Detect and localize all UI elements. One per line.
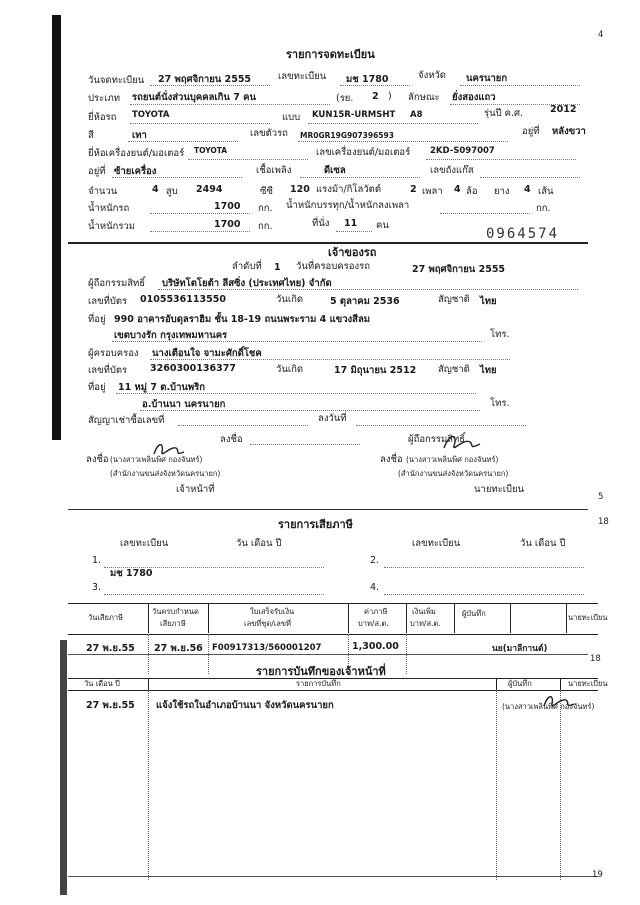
char-label: ลักษณะ bbox=[408, 92, 440, 103]
sign-label-3: ลงชื่อ bbox=[380, 454, 403, 465]
hp-label: แรงม้า/กิโลวัตต์ bbox=[316, 184, 382, 195]
tax-row-recorder: นย(มาลีกานต์) bbox=[492, 644, 548, 654]
possessor-addr-label: ที่อยู่ bbox=[88, 382, 106, 393]
owner-tel-label: โทร. bbox=[490, 329, 510, 340]
weight-label: น้ำหนักรถ bbox=[88, 203, 130, 214]
color: เทา bbox=[132, 130, 147, 141]
stamp-number: 0964574 bbox=[486, 226, 560, 242]
tax-h-due2: เสียภาษี bbox=[160, 619, 186, 628]
possessor-nation-label: สัญชาติ bbox=[438, 364, 470, 375]
chassis-at-label: อยู่ที่ bbox=[522, 126, 540, 137]
engine-location: ซ้ายเครื่อง bbox=[114, 166, 157, 177]
engine-no-label: เลขเครื่องยนต์/มอเตอร์ bbox=[316, 147, 411, 158]
notes-title: รายการบันทึกของเจ้าหน้าที่ bbox=[256, 665, 386, 678]
possessor-nation: ไทย bbox=[480, 365, 497, 376]
vehicle-char: ยั่งสองแถว bbox=[452, 92, 496, 103]
brand: TOYOTA bbox=[132, 110, 170, 120]
staff-role: เจ้าหน้าที่ bbox=[176, 484, 215, 495]
reg-date: 27 พฤศจิกายน 2555 bbox=[158, 74, 252, 85]
owner-nation-label: สัญชาติ bbox=[438, 294, 470, 305]
sign-owner-label: ผู้ถือกรรมสิทธิ์ bbox=[408, 434, 466, 445]
fuel-label: เชื้อเพลิง bbox=[256, 165, 292, 176]
tax-title: รายการเสียภาษี bbox=[278, 518, 353, 531]
possessor-addr2: อ.บ้านนา นครนายก bbox=[142, 399, 226, 410]
registration-title: รายการจดทะเบียน bbox=[286, 48, 375, 61]
color-label: สี bbox=[88, 130, 94, 141]
possess-date: 27 พฤศจิกายน 2555 bbox=[412, 264, 506, 275]
notes-row-text: แจ้งใช้รถในอำเภอบ้านนา จังหวัดนครนายก bbox=[156, 700, 334, 711]
year-label: รุ่นปี ค.ศ. bbox=[484, 108, 524, 119]
owner-addr-label: ที่อยู่ bbox=[88, 314, 106, 325]
reg-no-label: เลขทะเบียน bbox=[278, 71, 327, 82]
tax-col-reg: เลขทะเบียน bbox=[120, 538, 169, 549]
page-number-s1: 5 bbox=[598, 492, 604, 502]
tax-h-date: วันเสียภาษี bbox=[88, 613, 123, 622]
engine-no: 2KD-S097007 bbox=[430, 146, 495, 156]
ry-label: (รย. bbox=[336, 93, 354, 104]
chassis-location: หลังขวา bbox=[552, 126, 586, 137]
possessor-tel-label: โทร. bbox=[490, 398, 510, 409]
owner-nation: ไทย bbox=[480, 296, 497, 307]
chassis-no: MR0GR19G907396593 bbox=[300, 131, 394, 140]
owner-birth: 5 ตุลาคม 2536 bbox=[330, 296, 400, 307]
seats-label: ที่นั่ง bbox=[312, 218, 330, 229]
tax-h-rcpt2: เลขที่ชุด/เลขที่ bbox=[244, 619, 291, 628]
sign-label-1: ลงชื่อ bbox=[220, 434, 243, 445]
possessor-id: 3260300136377 bbox=[150, 363, 236, 374]
owner-id: 0105536113550 bbox=[140, 294, 226, 305]
registrar-name: (นางสาวเพลินพิศ กองจันทร์) bbox=[406, 455, 499, 464]
notes-row-date: 27 พ.ย.55 bbox=[86, 700, 135, 711]
wheel-label: ล้อ bbox=[466, 186, 478, 197]
registrar-role: นายทะเบียน bbox=[474, 484, 525, 495]
staff-office: (สำนักงานขนส่งจังหวัดนครนายก) bbox=[110, 469, 221, 478]
province: นครนายก bbox=[466, 73, 508, 84]
fuel: ดีเซล bbox=[324, 165, 346, 176]
tax-row4-no: 4. bbox=[370, 582, 380, 593]
axle-label: เพลา bbox=[422, 186, 443, 197]
tire-unit: เส้น bbox=[538, 186, 554, 197]
model-label: แบบ bbox=[282, 112, 301, 123]
order: 1 bbox=[274, 262, 281, 273]
cyl-label: สูบ bbox=[166, 186, 178, 197]
possessor-addr1: 11 หมู่ 7 ต.บ้านพริก bbox=[118, 382, 206, 393]
registrar-office: (สำนักงานขนส่งจังหวัดนครนายก) bbox=[398, 469, 509, 478]
engine-brand: TOYOTA bbox=[194, 146, 228, 155]
sign-label-2: ลงชื่อ bbox=[86, 454, 109, 465]
order-label: ลำดับที่ bbox=[232, 261, 262, 272]
tax-row1-reg: มช 1780 bbox=[110, 568, 153, 579]
gross-label: น้ำหนักรวม bbox=[88, 221, 136, 232]
reg-no: มช 1780 bbox=[346, 74, 389, 85]
owner-label: ผู้ถือกรรมสิทธิ์ bbox=[88, 278, 146, 289]
tax-col-date: วัน เดือน ปี bbox=[236, 538, 282, 549]
weight: 1700 bbox=[214, 201, 241, 212]
tax-h-rcpt1: ใบเสร็จรับเงิน bbox=[250, 607, 295, 616]
engine-loc-label: อยู่ที่ bbox=[88, 166, 106, 177]
page-number-bottom: 19 bbox=[592, 870, 603, 880]
tax-row1-no: 1. bbox=[92, 555, 102, 566]
possess-date-label: วันที่ครอบครองรถ bbox=[296, 261, 370, 272]
notes-h-date: วัน เดือน ปี bbox=[84, 679, 120, 688]
ry-close: ) bbox=[388, 91, 392, 102]
tax-h-tax1: ค่าภาษี bbox=[364, 607, 388, 616]
tax-h-due1: วันครบกำหนด bbox=[152, 607, 199, 616]
possessor-birth-label: วันเกิด bbox=[276, 364, 303, 375]
contract-date-label: ลงวันที่ bbox=[318, 413, 347, 424]
tax-row-due: 27 พ.ย.56 bbox=[154, 643, 203, 654]
registrar-signature-icon bbox=[440, 430, 484, 456]
model: KUN15R-URMSHT bbox=[312, 110, 396, 120]
gas-tank-label: เลขถังแก๊ส bbox=[430, 165, 474, 176]
axles: 2 bbox=[410, 184, 417, 195]
cc-label: ซีซี bbox=[260, 186, 273, 197]
owner-addr1: 990 อาคารอับดุลราฮิม ชั้น 18-19 ถนนพระราม 4 แขวงสีลม bbox=[114, 314, 371, 325]
notes-row-stamp: (นางสาวเพลินพิศ กองจันทร์) bbox=[502, 702, 595, 711]
owner-name: บริษัทโตโยต้า ลีสซิ่ง (ประเทศไทย) จำกัด bbox=[162, 278, 332, 289]
engine-brand-label: ยี่ห้อเครื่องยนต์/มอเตอร์ bbox=[88, 148, 185, 159]
owner-id-label: เลขที่บัตร bbox=[88, 296, 128, 307]
seats: 11 bbox=[344, 218, 358, 229]
cc: 2494 bbox=[196, 184, 223, 195]
tax-h-fee1: เงินเพิ่ม bbox=[412, 607, 436, 616]
tax-h-fee2: บาท/ส.ต. bbox=[410, 619, 441, 628]
staff-name: (นางสาวเพลินพิศ กองจันทร์) bbox=[110, 455, 203, 464]
binding-bar bbox=[52, 15, 61, 440]
qty-label: จำนวน bbox=[88, 186, 118, 197]
brand-label: ยี่ห้อรถ bbox=[88, 112, 117, 123]
kg-label-3: กก. bbox=[258, 221, 273, 232]
kg-label-1: กก. bbox=[258, 203, 273, 214]
cylinders: 4 bbox=[152, 184, 159, 195]
vehicle-type: รถยนต์นั่งส่วนบุคคลเกิน 7 คน bbox=[132, 92, 256, 103]
tire-label: ยาง bbox=[494, 186, 510, 197]
tax-row-amount: 1,300.00 bbox=[352, 641, 399, 652]
binding-bar-lower bbox=[60, 640, 67, 895]
possessor-label: ผู้ครอบครอง bbox=[88, 348, 139, 359]
tax-row3-no: 3. bbox=[92, 582, 102, 593]
tax-h-tax2: บาท/ส.ต. bbox=[358, 619, 389, 628]
tax-col-reg2: เลขทะเบียน bbox=[412, 538, 461, 549]
owner-title: เจ้าของรถ bbox=[328, 246, 377, 259]
contract-label: สัญญาเช่าซื้อเลขที่ bbox=[88, 415, 165, 426]
owner-birth-label: วันเกิด bbox=[276, 294, 303, 305]
possessor-birth: 17 มิถุนายน 2512 bbox=[334, 365, 417, 376]
tax-h-recorder: ผู้บันทึก bbox=[462, 609, 486, 618]
tax-row2-no: 2. bbox=[370, 555, 380, 566]
seats-unit: คน bbox=[376, 220, 389, 231]
notes-signature-icon bbox=[540, 690, 580, 714]
ry-value: 2 bbox=[372, 91, 379, 102]
wheels: 4 bbox=[454, 184, 461, 195]
tax-row-date: 27 พ.ย.55 bbox=[86, 643, 135, 654]
page-number-s2: 18 bbox=[598, 517, 609, 527]
page-number-s3: 18 bbox=[590, 654, 601, 664]
tax-row-receipt: F00917313/560001207 bbox=[212, 643, 322, 653]
tires: 4 bbox=[524, 184, 531, 195]
notes-h-item: รายการบันทึก bbox=[296, 679, 341, 688]
owner-addr2: เขตบางรัก กรุงเทพมหานคร bbox=[114, 330, 228, 341]
hp: 120 bbox=[290, 184, 310, 195]
load-label: น้ำหนักบรรทุก/น้ำหนักลงเพลา bbox=[286, 200, 410, 211]
kg-label-2: กก. bbox=[536, 203, 551, 214]
province-label: จังหวัด bbox=[418, 70, 446, 81]
reg-date-label: วันจดทะเบียน bbox=[88, 75, 145, 86]
tax-h-registrar: นายทะเบียน bbox=[568, 613, 608, 622]
type-label: ประเภท bbox=[88, 93, 121, 104]
possessor-id-label: เลขที่บัตร bbox=[88, 365, 128, 376]
model-code: A8 bbox=[410, 110, 423, 120]
notes-h-recorder: ผู้บันทึก bbox=[508, 679, 532, 688]
page-number-top: 4 bbox=[598, 30, 604, 40]
year: 2012 bbox=[550, 104, 577, 115]
chassis-label: เลขตัวรถ bbox=[250, 128, 288, 139]
gross-weight: 1700 bbox=[214, 219, 241, 230]
possessor-name: นางเตือนใจ จามะศักดิ์โชค bbox=[152, 348, 262, 359]
tax-col-date2: วัน เดือน ปี bbox=[520, 538, 566, 549]
notes-h-registrar: นายทะเบียน bbox=[568, 679, 608, 688]
